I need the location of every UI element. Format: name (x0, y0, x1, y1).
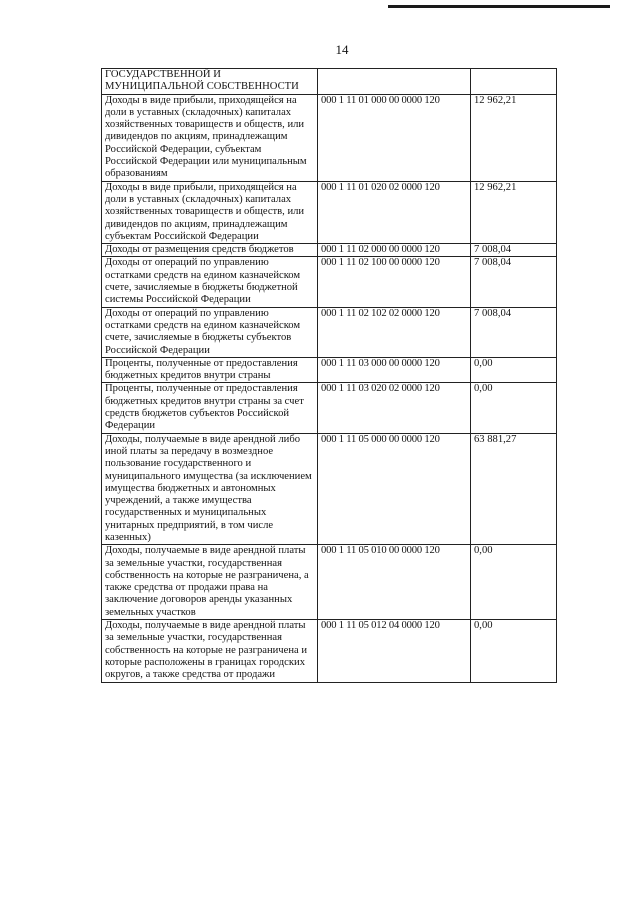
amount: 0,00 (471, 383, 557, 433)
classification-code (318, 69, 471, 95)
classification-code: 000 1 11 02 102 02 0000 120 (318, 307, 471, 357)
table-row (102, 257, 557, 307)
revenue-name: Проценты, полученные от предоставления бюджетных кредитов внутри страны за счет средств бюджетов субъектов Российской Федерации (102, 383, 318, 433)
amount: 12 962,21 (471, 94, 557, 181)
revenue-name: Доходы от операций по управлению остатками средств на едином казначейском счете, зачисляемые в бюджеты субъектов Российской Федерации (102, 307, 318, 357)
amount: 7 008,04 (471, 307, 557, 357)
table-row (102, 94, 557, 181)
classification-code: 000 1 11 05 010 00 0000 120 (318, 545, 471, 620)
table-row (102, 307, 557, 357)
table-row (102, 545, 557, 620)
classification-code: 000 1 11 05 012 04 0000 120 (318, 620, 471, 682)
classification-code: 000 1 11 05 000 00 0000 120 (318, 433, 471, 545)
revenue-name: Доходы, получаемые в виде арендной платы за земельные участки, государственная собственность на которые не разграничена и которые расположены в границах городских округов, а также средства от продажи (102, 620, 318, 682)
page-number: 14 (335, 42, 349, 57)
amount: 63 881,27 (471, 433, 557, 545)
amount: 12 962,21 (471, 181, 557, 243)
revenue-name: Доходы от размещения средств бюджетов (102, 244, 318, 257)
amount: 0,00 (471, 357, 557, 383)
amount: 0,00 (471, 620, 557, 682)
revenue-name: Доходы, получаемые в виде арендной платы за земельные участки, государственная собственность на которые не разграничена, а также средства от продажи права на заключение договоров аренды указанных земельных участков (102, 545, 318, 620)
revenue-name: Доходы в виде прибыли, приходящейся на доли в уставных (складочных) капиталах хозяйственных товариществ и обществ, или дивидендов по акциям, принадлежащим субъектам Российской Федерации (102, 181, 318, 243)
amount: 7 008,04 (471, 257, 557, 307)
revenue-name: Проценты, полученные от предоставления бюджетных кредитов внутри страны (102, 357, 318, 383)
classification-code: 000 1 11 02 000 00 0000 120 (318, 244, 471, 257)
table-row (102, 181, 557, 243)
amount: 7 008,04 (471, 244, 557, 257)
classification-code: 000 1 11 03 020 02 0000 120 (318, 383, 471, 433)
revenue-name: Доходы в виде прибыли, приходящейся на доли в уставных (складочных) капиталах хозяйственных товариществ и обществ, или дивидендов по акциям, принадлежащим Российской Федерации, субъектам Российской Федерации или муниципальным образованиям (102, 94, 318, 181)
revenue-name: Доходы, получаемые в виде арендной либо иной платы за передачу в возмездное пользование государственного и муниципального имущества (за исключением имущества бюджетных и автономных учреждений, а также имущества государственных и муниципальных унитарных предприятий, в том числе казенных) (102, 433, 318, 545)
amount (471, 69, 557, 95)
table-row (102, 244, 557, 257)
amount: 0,00 (471, 545, 557, 620)
table-row (102, 69, 557, 95)
top-rule (388, 5, 610, 8)
classification-code: 000 1 11 02 100 00 0000 120 (318, 257, 471, 307)
classification-code: 000 1 11 03 000 00 0000 120 (318, 357, 471, 383)
revenue-name: ГОСУДАРСТВЕННОЙ И МУНИЦИПАЛЬНОЙ СОБСТВЕННОСТИ (102, 69, 318, 95)
classification-code: 000 1 11 01 020 02 0000 120 (318, 181, 471, 243)
table-row (102, 433, 557, 545)
table-row (102, 620, 557, 682)
classification-code: 000 1 11 01 000 00 0000 120 (318, 94, 471, 181)
revenue-name: Доходы от операций по управлению остатками средств на едином казначейском счете, зачисляемые в бюджеты бюджетной системы Российской Федерации (102, 257, 318, 307)
table-row (102, 357, 557, 383)
table-row (102, 383, 557, 433)
revenue-table (101, 68, 557, 683)
